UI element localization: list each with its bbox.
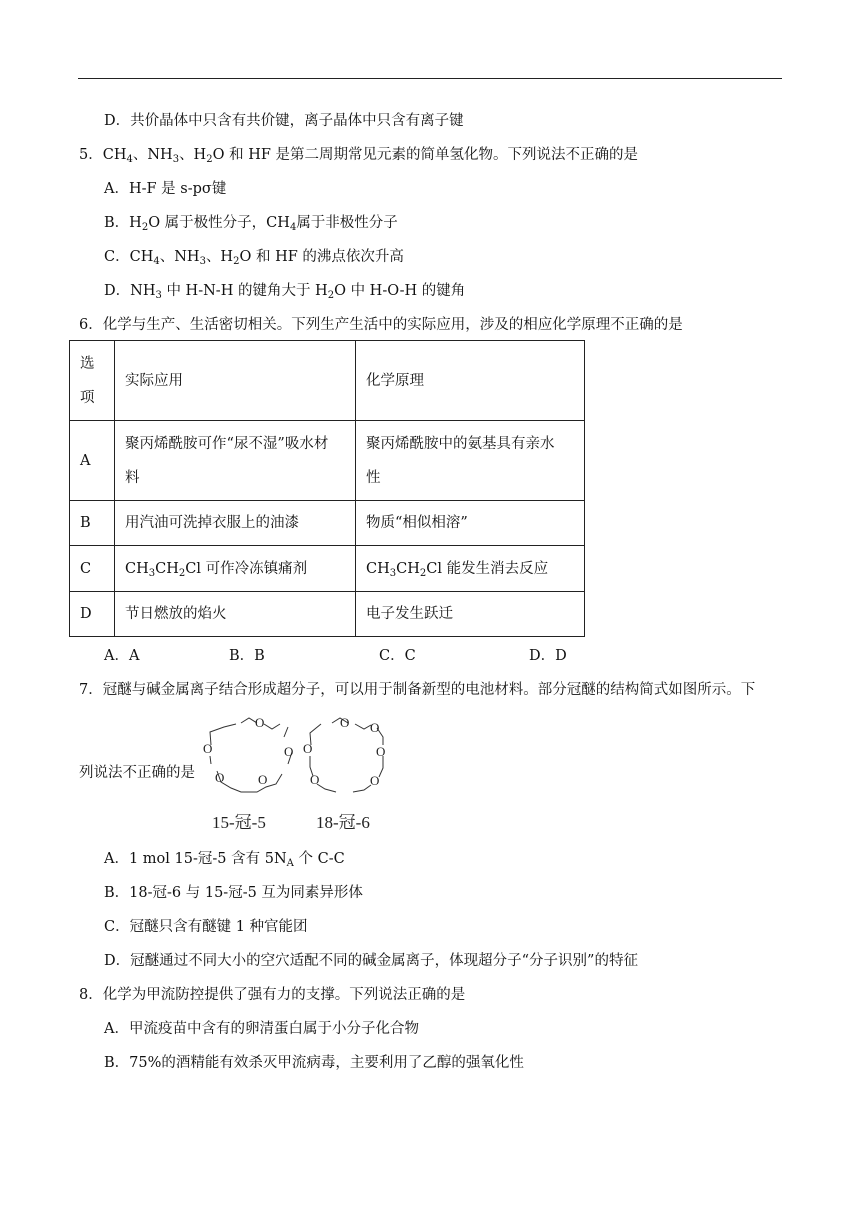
q7-option-c: C．冠醚只含有醚键 1 种官能团 [104,919,308,935]
q7-option-a: A．1 mol 15-冠-5 含有 $5N_A$ 个 C-C [104,851,345,869]
header-rule [78,78,782,79]
q6-choice-a: A．A [104,648,140,664]
oxygen-atom: O [255,715,265,730]
crown-ether-figure [200,712,390,837]
row-principle: 物质“相似相溶” [356,501,585,546]
oxygen-atom: O [376,744,386,759]
q4-option-d: D．共价晶体中只含有共价键，离子晶体中只含有离子键 [104,113,464,129]
oxygen-atom: O [303,741,313,756]
q6-choice-b: B．B [229,648,265,664]
oxygen-atom: O [370,720,380,735]
label-15-crown-5: 15-冠-5 [212,813,266,832]
header-application: 实际应用 [115,341,356,421]
header-principle: 化学原理 [356,341,585,421]
row-option: D [70,592,115,637]
q8-stem: 8．化学为甲流防控提供了强有力的支撑。下列说法正确的是 [79,987,466,1003]
row-application: 聚丙烯酰胺可作“尿不湿”吸水材 料 [115,421,356,501]
q7-stem-line2: 列说法不正确的是 [79,765,195,781]
row-option: C [70,546,115,592]
table-row [70,501,585,546]
q6-table [69,340,585,637]
q5-option-b: B．$H_2O$ 属于极性分子，$CH_4$属于非极性分子 [104,215,398,233]
header-option: 选 项 [70,341,115,421]
oxygen-atom: O [284,744,294,759]
label-18-crown-6: 18-冠-6 [316,813,370,832]
q5-option-d: D．$NH_3$ 中 H-N-H 的键角大于 $H_2O$ 中 H-O-H 的键角 [104,283,466,301]
row-option: B [70,501,115,546]
row-principle: $CH_3CH_2Cl$ 能发生消去反应 [356,546,585,592]
oxygen-atom: O [215,770,225,785]
row-principle: 电子发生跃迁 [356,592,585,637]
q7-stem-line1: 7．冠醚与碱金属离子结合形成超分子，可以用于制备新型的电池材料。部分冠醚的结构简式如图所示。下 [79,682,756,698]
q8-option-a: A．甲流疫苗中含有的卵清蛋白属于小分子化合物 [104,1021,419,1037]
q8-option-b: B．75%的酒精能有效杀灭甲流病毒，主要利用了乙醇的强氧化性 [104,1055,524,1071]
q7-option-d: D．冠醚通过不同大小的空穴适配不同的碱金属离子，体现超分子“分子识别”的特征 [104,953,638,969]
table-row [70,546,585,592]
q7-option-b: B．18-冠-6 与 15-冠-5 互为同素异形体 [104,885,363,901]
oxygen-atom: O [310,772,320,787]
row-application: 用汽油可洗掉衣服上的油漆 [115,501,356,546]
oxygen-atom: O [258,772,268,787]
row-application: $CH_3CH_2Cl$ 可作冷冻镇痛剂 [115,546,356,592]
row-application: 节日燃放的焰火 [115,592,356,637]
q5-option-c: C．$CH_4$、$NH_3$、$H_2O$ 和 HF 的沸点依次升高 [104,249,404,267]
q6-stem: 6．化学与生产、生活密切相关。下列生产生活中的实际应用，涉及的相应化学原理不正确的是 [79,317,683,333]
q6-choice-d: D．D [529,648,567,664]
q5-option-a: A．H-F 是 s-pσ键 [104,181,227,197]
oxygen-atom: O [203,741,213,756]
oxygen-atom: O [340,715,350,730]
table-header-row [70,341,585,421]
q6-choice-c: C．C [379,648,416,664]
row-option: A [70,421,115,501]
row-principle: 聚丙烯酰胺中的氨基具有亲水 性 [356,421,585,501]
table-row [70,421,585,501]
table-row [70,592,585,637]
q5-stem: 5．$CH_4$、$NH_3$、$H_2O$ 和 HF 是第二周期常见元素的简单氢化物。下列说法不正确的是 [79,147,639,165]
oxygen-atom: O [370,773,380,788]
